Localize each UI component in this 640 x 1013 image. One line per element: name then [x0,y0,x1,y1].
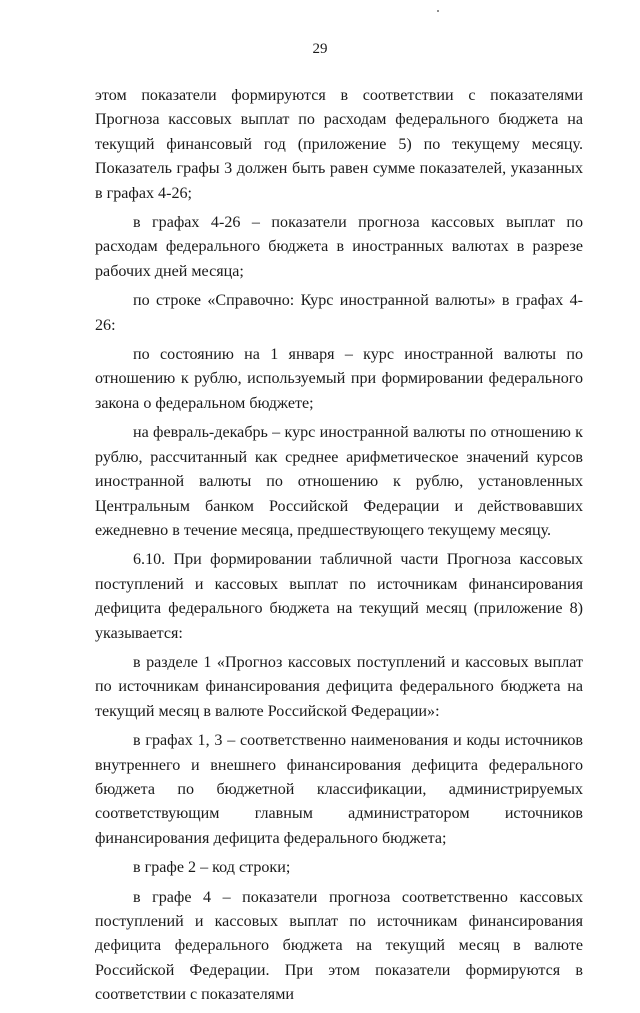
document-body [95,84,583,1013]
scan-speck [437,10,439,12]
paragraph-continuation: этом показатели формируются в соответствии с показателями Прогноза кассовых выплат по расходам федерального бюджета на текущий финансовый год (приложение 5) по текущему месяцу. Показатель графы 3 должен быть равен сумме показателей, указанных в графах 4-26; [95,87,583,202]
paragraph-column-2: в графе 2 – код строки; [133,859,291,877]
paragraph-exchange-rate-row: по строке «Справочно: Курс иностранной валюты» в графах 4-26: [95,292,583,334]
paragraph-section-6-10: 6.10. При формировании табличной части Прогноза кассовых поступлений и кассовых выплат по источникам финансирования дефицита федерального бюджета на текущий месяц (приложение 8) указывается: [95,551,583,642]
paragraph-january-rate: по состоянию на 1 января – курс иностранной валюты по отношению к рублю, используемый при формировании федерального закона о федеральном бюджете; [95,346,583,412]
paragraph-february-december-rate: на февраль-декабрь – курс иностранной валюты по отношению к рублю, рассчитанный как среднее арифметическое значений курсов иностранной валюты по отношению к рублю, установленных Центральным банком Российской Федерации и действовавших ежедневно в течение месяца, предшествующего текущему месяцу. [95,424,583,539]
paragraph-column-4: в графе 4 – показатели прогноза соответственно кассовых поступлений и кассовых выплат по источникам финансирования дефицита федерального бюджета на текущий месяц в валюте Российской Федерации. При этом показатели формируются в соответствии с показателями [95,888,583,1004]
paragraph-columns-1-3: в графах 1, 3 – соответственно наименования и коды источников внутреннего и внешнего финансирования дефицита федерального бюджета по бюджетной классификации, администрируемых соответствующим главным администратором источников финансирования дефицита федерального бюджета; [95,732,583,847]
paragraph-section-1: в разделе 1 «Прогноз кассовых поступлений и кассовых выплат по источникам финансирования дефицита федерального бюджета на текущий месяц в валюте Российской Федерации»: [95,653,583,720]
page-number: 29 [312,41,328,57]
paragraph-columns-4-26: в графах 4-26 – показатели прогноза кассовых выплат по расходам федерального бюджета в иностранных валютах в разрезе рабочих дней месяца; [95,214,583,280]
